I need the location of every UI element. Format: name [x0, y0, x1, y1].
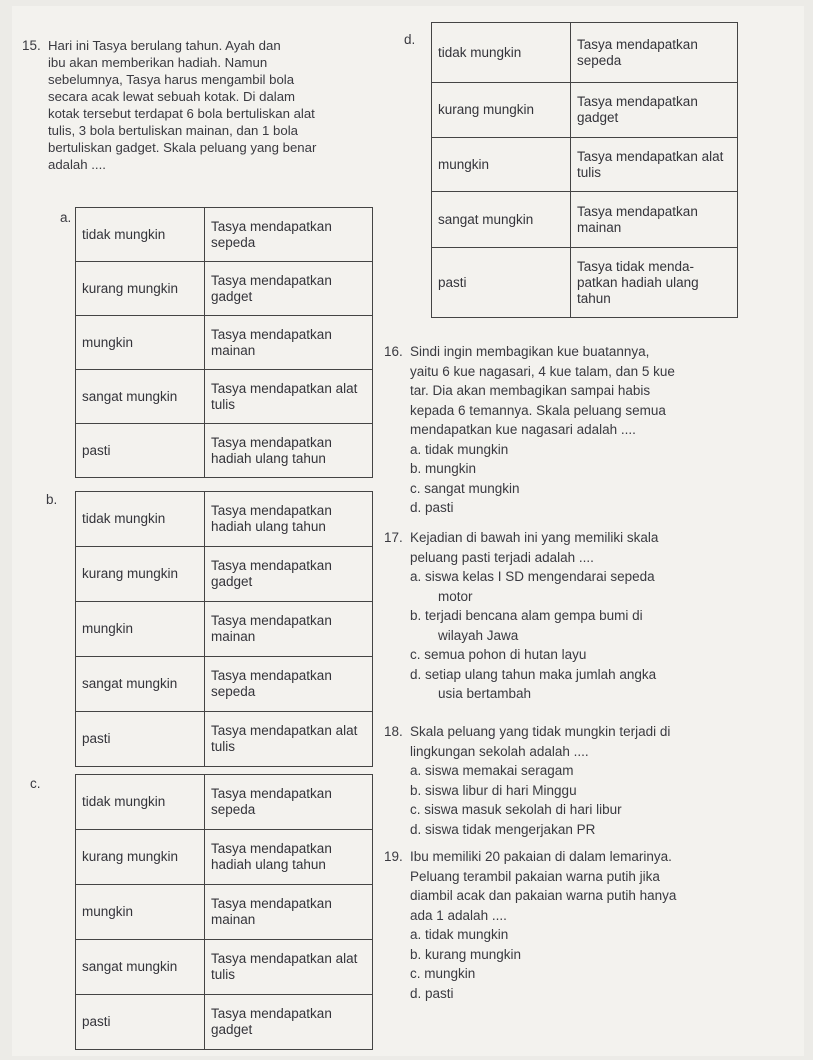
scale-level: tidak mungkin: [76, 492, 205, 547]
scale-row: [76, 775, 373, 830]
option-c-scale-table: [75, 774, 373, 1050]
question-19-text: [410, 847, 676, 1003]
question-15-line: tulis, 3 bola bertuliskan mainan, dan 1 bola: [48, 123, 298, 138]
scale-level: pasti: [76, 995, 205, 1050]
answer-option[interactable]: c. siswa masuk sekolah di hari libur: [410, 802, 622, 817]
option-d-scale-table: [431, 22, 738, 318]
scale-level: sangat mungkin: [76, 657, 205, 712]
question-18-text: [410, 722, 670, 839]
question-15-line: sebelumnya, Tasya harus mengambil bola: [48, 72, 295, 87]
answer-option[interactable]: c. mungkin: [410, 966, 476, 981]
scale-description: Tasya mendapatkan alat tulis: [571, 138, 738, 192]
option-d-letter[interactable]: d.: [404, 32, 416, 47]
question-19-line: diambil acak dan pakaian warna putih hanya: [410, 888, 677, 903]
scale-description: Tasya mendapatkan sepeda: [205, 208, 373, 262]
answer-option-continued: usia bertambah: [438, 686, 532, 701]
scale-row: [432, 138, 738, 192]
scale-level: tidak mungkin: [432, 23, 571, 83]
question-16-line: Sindi ingin membagikan kue buatannya,: [410, 344, 650, 359]
scale-description: Tasya mendapatkan hadiah ulang tahun: [205, 424, 373, 478]
scale-row: [76, 316, 373, 370]
option-a-letter[interactable]: a.: [60, 210, 72, 225]
answer-option[interactable]: a. tidak mungkin: [410, 441, 509, 457]
scale-row: [76, 940, 373, 995]
scale-level: kurang mungkin: [432, 83, 571, 138]
answer-option-continued: motor: [438, 588, 473, 604]
question-15-text: [48, 37, 378, 173]
option-b-letter[interactable]: b.: [46, 492, 58, 507]
question-18-line: lingkungan sekolah adalah ....: [410, 743, 589, 759]
scale-level: kurang mungkin: [76, 547, 205, 602]
answer-option[interactable]: b. siswa libur di hari Minggu: [410, 782, 577, 798]
scale-level: pasti: [432, 248, 571, 318]
scale-description: Tasya mendapatkan alat tulis: [205, 940, 373, 995]
scale-description: Tasya mendapatkan sepeda: [205, 657, 373, 712]
question-19-line: ada 1 adalah ....: [410, 907, 507, 923]
question-15-line: ibu akan memberikan hadiah. Namun: [48, 55, 268, 70]
scale-level: mungkin: [76, 316, 205, 370]
scale-level: mungkin: [76, 602, 205, 657]
scale-level: sangat mungkin: [76, 940, 205, 995]
question-17-line: peluang pasti terjadi adalah ....: [410, 549, 594, 565]
answer-option[interactable]: a. siswa memakai seragam: [410, 763, 574, 778]
question-17-text: [410, 528, 658, 704]
scale-level: sangat mungkin: [76, 370, 205, 424]
scale-row: [76, 262, 373, 316]
question-19-number: 19.: [384, 849, 403, 864]
question-15-number: 15.: [22, 38, 41, 53]
answer-option[interactable]: a. tidak mungkin: [410, 927, 509, 942]
question-19-line: Peluang terambil pakaian warna putih jika: [410, 868, 660, 884]
scale-description: Tasya tidak menda-patkan hadiah ulang tahun: [571, 248, 738, 318]
answer-option-continued: wilayah Jawa: [438, 627, 519, 643]
question-15-line: bertuliskan gadget. Skala peluang yang benar: [48, 140, 317, 155]
scale-row: [76, 885, 373, 940]
scale-description: Tasya mendapatkan gadget: [205, 547, 373, 602]
scale-description: Tasya mendapatkan mainan: [571, 192, 738, 248]
answer-option[interactable]: a. siswa kelas I SD mengendarai sepeda: [410, 569, 655, 584]
scale-row: [76, 602, 373, 657]
question-16-line: mendapatkan kue nagasari adalah ....: [410, 422, 636, 437]
scale-description: Tasya mendapatkan gadget: [571, 83, 738, 138]
scale-row: [432, 192, 738, 248]
scale-level: sangat mungkin: [432, 192, 571, 248]
scale-level: tidak mungkin: [76, 775, 205, 830]
scale-row: [76, 712, 373, 767]
scale-description: Tasya mendapatkan alat tulis: [205, 712, 373, 767]
scale-description: Tasya mendapatkan hadiah ulang tahun: [205, 830, 373, 885]
answer-option[interactable]: d. siswa tidak mengerjakan PR: [410, 821, 596, 837]
scale-description: Tasya mendapatkan sepeda: [205, 775, 373, 830]
scale-row: [76, 208, 373, 262]
question-16-number: 16.: [384, 344, 403, 359]
scale-row: [432, 248, 738, 318]
scale-level: kurang mungkin: [76, 830, 205, 885]
option-c-letter[interactable]: c.: [30, 776, 41, 791]
worksheet-page: [12, 6, 804, 1056]
scale-description: Tasya mendapatkan mainan: [205, 885, 373, 940]
option-a-scale-table: [75, 207, 373, 478]
scale-level: pasti: [76, 424, 205, 478]
question-15-line: kotak tersebut terdapat 6 bola bertuliskan alat: [48, 106, 315, 121]
scale-level: mungkin: [76, 885, 205, 940]
scale-description: Tasya mendapatkan alat tulis: [205, 370, 373, 424]
scale-row: [76, 424, 373, 478]
answer-option[interactable]: d. setiap ulang tahun maka jumlah angka: [410, 666, 657, 682]
scale-row: [432, 23, 738, 83]
answer-option[interactable]: b. terjadi bencana alam gempa bumi di: [410, 608, 643, 623]
question-19-line: Ibu memiliki 20 pakaian di dalam lemarinya.: [410, 849, 672, 864]
answer-option[interactable]: d. pasti: [410, 985, 454, 1001]
scale-description: Tasya mendapatkan mainan: [205, 316, 373, 370]
scale-row: [76, 995, 373, 1050]
question-16-text: [410, 342, 675, 518]
scale-row: [76, 830, 373, 885]
scale-row: [76, 492, 373, 547]
question-16-line: tar. Dia akan membagikan sampai habis: [410, 383, 651, 398]
scale-row: [76, 657, 373, 712]
answer-option[interactable]: b. kurang mungkin: [410, 946, 522, 962]
scale-description: Tasya mendapatkan hadiah ulang tahun: [205, 492, 373, 547]
scale-level: kurang mungkin: [76, 262, 205, 316]
question-16-line: kepada 6 temannya. Skala peluang semua: [410, 402, 666, 418]
scale-description: Tasya mendapatkan mainan: [205, 602, 373, 657]
answer-option[interactable]: b. mungkin: [410, 461, 477, 476]
scale-row: [76, 547, 373, 602]
option-b-scale-table: [75, 491, 373, 767]
answer-option[interactable]: d. pasti: [410, 500, 454, 515]
scale-row: [76, 370, 373, 424]
scale-row: [432, 83, 738, 138]
question-17-line: Kejadian di bawah ini yang memiliki skala: [410, 530, 659, 545]
scale-description: Tasya mendapatkan gadget: [205, 262, 373, 316]
answer-option[interactable]: c. semua pohon di hutan layu: [410, 647, 587, 662]
scale-level: mungkin: [432, 138, 571, 192]
question-18-number: 18.: [384, 724, 403, 739]
question-16-line: yaitu 6 kue nagasari, 4 kue talam, dan 5 kue: [410, 363, 675, 379]
question-15-line: secara acak lewat sebuah kotak. Di dalam: [48, 89, 296, 104]
scale-level: pasti: [76, 712, 205, 767]
answer-option[interactable]: c. sangat mungkin: [410, 480, 520, 496]
question-18-line: Skala peluang yang tidak mungkin terjadi di: [410, 724, 671, 739]
scale-description: Tasya mendapatkan sepeda: [571, 23, 738, 83]
question-15-line: Hari ini Tasya berulang tahun. Ayah dan: [48, 38, 281, 53]
question-15-line: adalah ....: [48, 157, 106, 172]
scale-description: Tasya mendapatkan gadget: [205, 995, 373, 1050]
question-17-number: 17.: [384, 530, 403, 545]
scale-level: tidak mungkin: [76, 208, 205, 262]
